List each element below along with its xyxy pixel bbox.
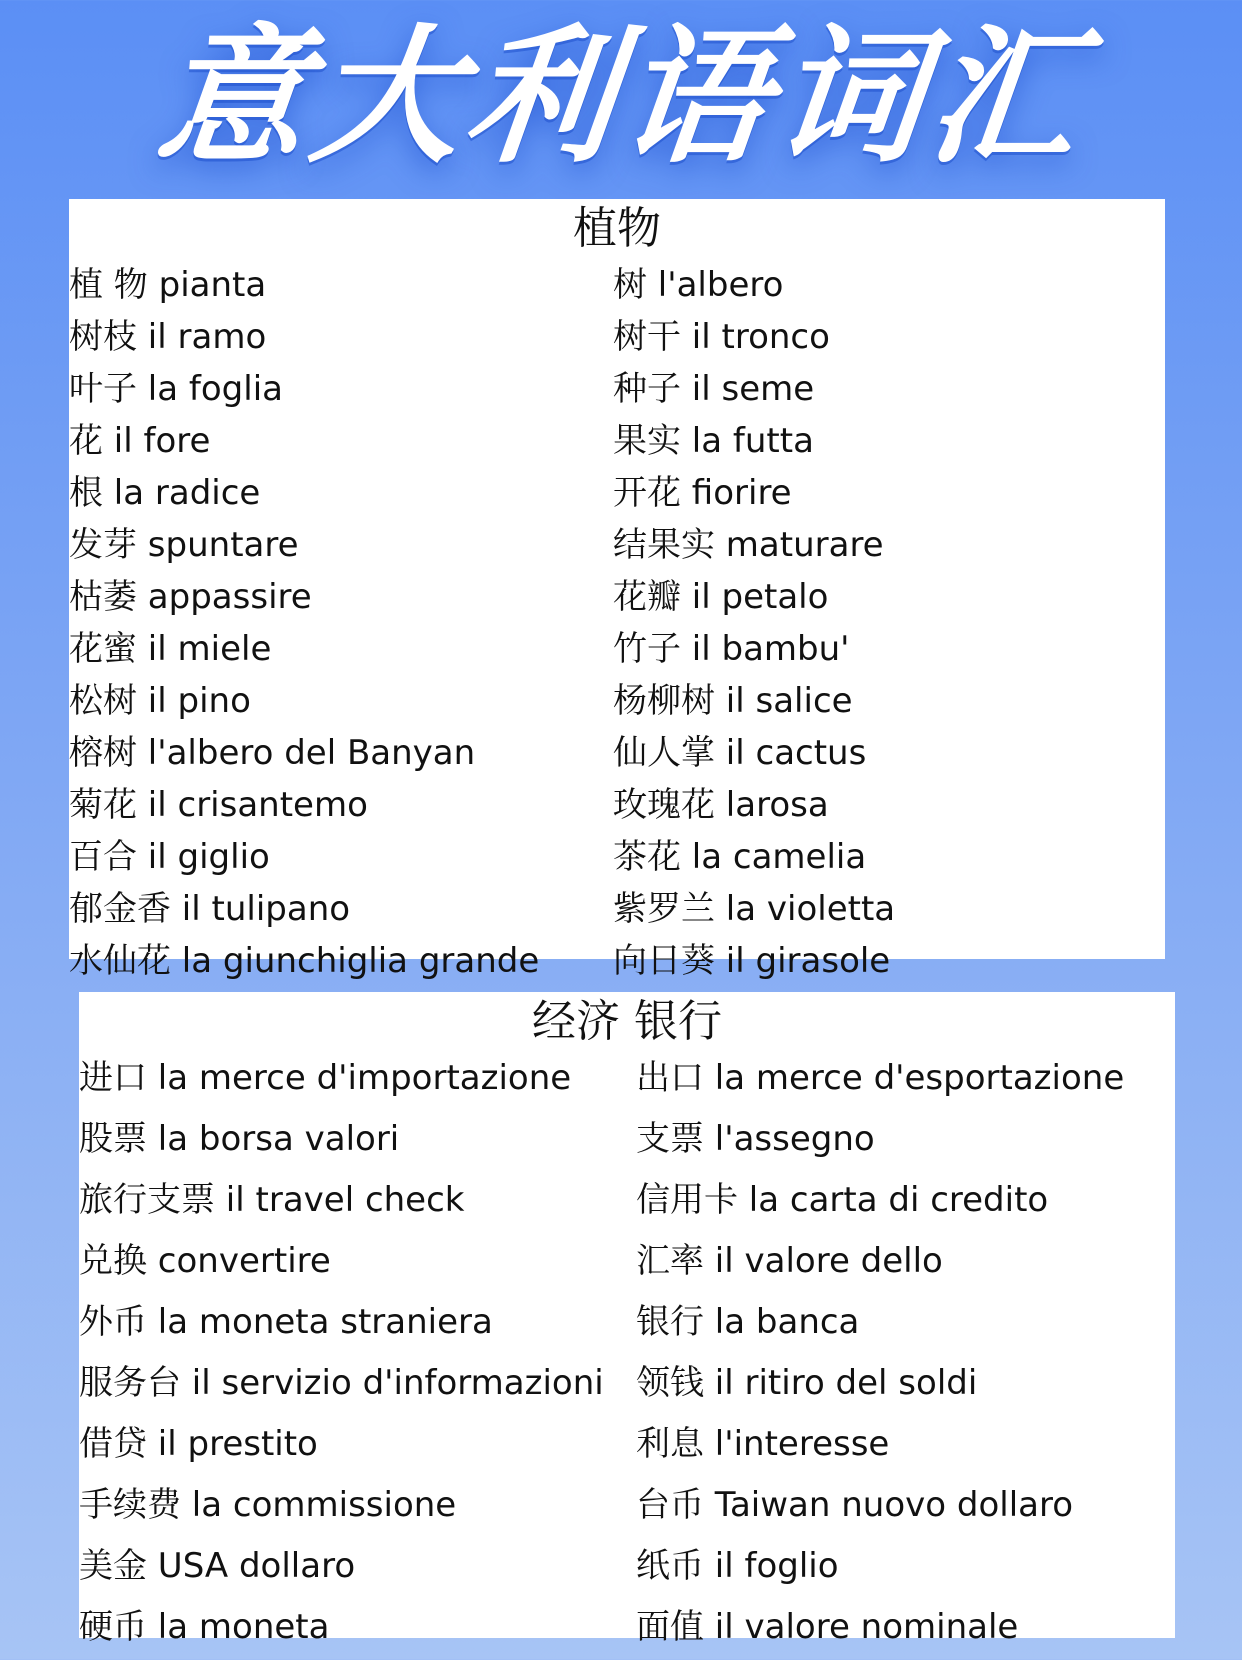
vocab-entry: 榕树 l'albero del Banyan (69, 732, 476, 773)
vocab-entry: 茶花 la camelia (613, 836, 867, 877)
vocab-entry: 开花 fiorire (613, 472, 792, 513)
vocab-entry: 借贷 il prestito (79, 1424, 318, 1464)
vocab-entry: 信用卡 la carta di credito (636, 1180, 1049, 1220)
vocab-entry: 美金 USA dollaro (79, 1546, 356, 1586)
vocab-entry: 紫罗兰 la violetta (613, 888, 896, 929)
vocab-entry: 花 il fore (69, 420, 211, 461)
vocab-entry: 向日葵 il girasole (613, 940, 891, 981)
vocab-entry: 树枝 il ramo (69, 316, 267, 357)
vocab-entry: 硬币 la moneta (79, 1607, 330, 1647)
vocab-entry: 汇率 il valore dello (636, 1241, 943, 1281)
vocab-entry: 服务台 il servizio d'informazioni (79, 1363, 604, 1403)
vocab-entry: 种子 il seme (613, 368, 815, 409)
section-economy-bank (79, 992, 1175, 1647)
vocab-entry: 植 物 pianta (69, 264, 267, 305)
vocab-entry: 外币 la moneta straniera (79, 1302, 493, 1342)
vocab-entry: 枯萎 appassire (69, 576, 312, 617)
vocab-entry: 花蜜 il miele (69, 628, 272, 669)
vocab-entry: 兑换 convertire (79, 1241, 331, 1281)
vocab-entry: 面值 il valore nominale (636, 1607, 1019, 1647)
vocab-entry: 菊花 il crisantemo (69, 784, 368, 825)
vocab-entry: 出口 la merce d'esportazione (636, 1058, 1125, 1098)
vocab-entry: 发芽 spuntare (69, 524, 299, 565)
vocab-entry: 旅行支票 il travel check (79, 1180, 465, 1220)
section-heading-economy-bank: 经济 银行 (532, 996, 722, 1047)
vocab-entry: 纸币 il foglio (636, 1546, 839, 1586)
vocab-entry: 水仙花 la giunchiglia grande (69, 940, 540, 981)
vocab-entry: 根 la radice (69, 472, 261, 513)
vocab-entry: 树干 il tronco (613, 316, 830, 357)
vocab-entry: 仙人掌 il cactus (613, 732, 867, 773)
vocab-grid-plants (69, 255, 1165, 983)
vocab-entry: 银行 la banca (636, 1302, 860, 1342)
vocab-entry: 果实 la futta (613, 420, 814, 461)
vocab-entry: 花瓣 il petalo (613, 576, 829, 617)
page-title: 意大利语词汇 (150, 11, 1093, 183)
vocab-entry: 支票 l'assegno (636, 1119, 875, 1159)
vocab-entry: 进口 la merce d'importazione (79, 1058, 572, 1098)
vocab-entry: 百合 il giglio (69, 836, 270, 877)
vocab-entry: 树 l'albero (613, 264, 784, 305)
vocab-entry: 股票 la borsa valori (79, 1119, 400, 1159)
vocab-entry: 竹子 il bambu' (613, 628, 850, 669)
section-heading-plants: 植物 (573, 203, 661, 254)
vocab-entry: 领钱 il ritiro del soldi (636, 1363, 978, 1403)
vocab-entry: 松树 il pino (69, 680, 251, 721)
vocab-entry: 叶子 la foglia (69, 368, 283, 409)
vocab-entry: 玫瑰花 larosa (613, 784, 829, 825)
vocab-entry: 手续费 la commissione (79, 1485, 457, 1525)
vocab-grid-economy-bank (79, 1044, 1175, 1654)
vocab-entry: 郁金香 il tulipano (69, 888, 351, 929)
section-plants (69, 199, 1165, 981)
vocab-entry: 杨柳树 il salice (613, 680, 853, 721)
vocab-entry: 结果实 maturare (613, 524, 884, 565)
vocab-entry: 利息 l'interesse (636, 1424, 890, 1464)
vocab-entry: 台币 Taiwan nuovo dollaro (636, 1485, 1074, 1525)
